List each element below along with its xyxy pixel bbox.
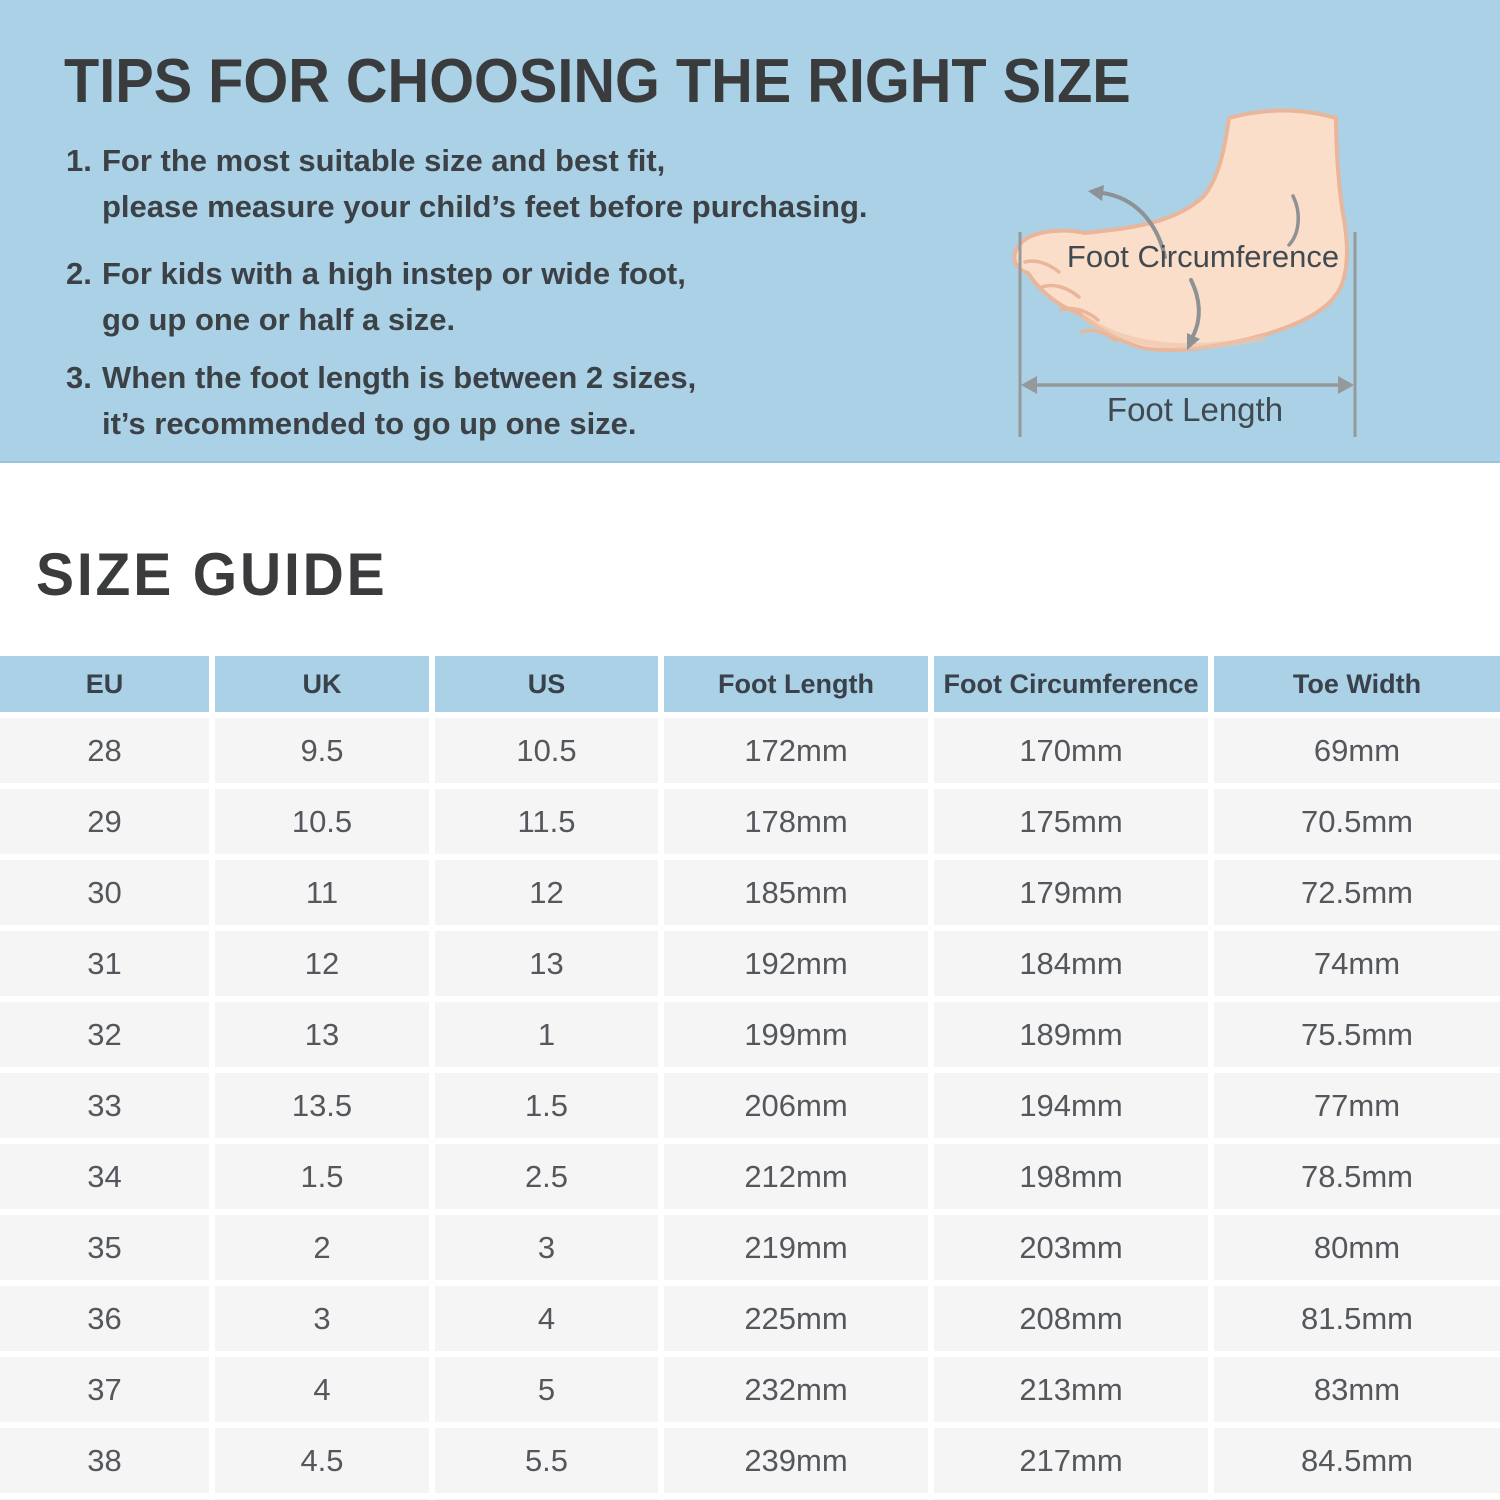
- column-header-eu: EU: [0, 656, 209, 712]
- tip-item-2: [66, 251, 686, 343]
- table-cell: 70.5mm: [1214, 789, 1500, 854]
- table-cell: 35: [0, 1215, 209, 1280]
- table-cell: 75.5mm: [1214, 1002, 1500, 1067]
- foot-length-label: Foot Length: [1106, 391, 1284, 428]
- table-cell: 232mm: [664, 1357, 928, 1422]
- table-cell: 198mm: [934, 1144, 1208, 1209]
- tip-number: 3.: [66, 360, 92, 395]
- table-cell: 5.5: [435, 1428, 658, 1493]
- tip-line: go up one or half a size.: [102, 302, 456, 337]
- table-cell: 1.5: [435, 1073, 658, 1138]
- tip-number: 2.: [66, 256, 92, 291]
- table-cell: 3: [215, 1286, 429, 1351]
- column-header-foot-length: Foot Length: [664, 656, 928, 712]
- table-cell: 83mm: [1214, 1357, 1500, 1422]
- table-cell: 1: [435, 1002, 658, 1067]
- column-header-toe-width: Toe Width: [1214, 656, 1500, 712]
- table-cell: 74mm: [1214, 931, 1500, 996]
- column-header-uk: UK: [215, 656, 429, 712]
- table-cell: 10.5: [215, 789, 429, 854]
- table-cell: 203mm: [934, 1215, 1208, 1280]
- table-cell: 12: [215, 931, 429, 996]
- table-cell: 32: [0, 1002, 209, 1067]
- column-header-foot-circumference: Foot Circumference: [934, 656, 1208, 712]
- table-cell: 12: [435, 860, 658, 925]
- table-cell: 80mm: [1214, 1215, 1500, 1280]
- tips-section: [0, 0, 1500, 463]
- table-cell: 30: [0, 860, 209, 925]
- table-cell: 2.5: [435, 1144, 658, 1209]
- tips-title: TIPS FOR CHOOSING THE RIGHT SIZE: [64, 47, 1131, 116]
- table-cell: 29: [0, 789, 209, 854]
- table-cell: 69mm: [1214, 718, 1500, 783]
- table-cell: 9.5: [215, 718, 429, 783]
- table-cell: 4: [215, 1357, 429, 1422]
- table-cell: 239mm: [664, 1428, 928, 1493]
- table-cell: 5: [435, 1357, 658, 1422]
- table-cell: 4: [435, 1286, 658, 1351]
- table-cell: 213mm: [934, 1357, 1208, 1422]
- tip-item-1: [66, 138, 868, 230]
- table-cell: 212mm: [664, 1144, 928, 1209]
- tip-number: 1.: [66, 143, 92, 178]
- tip-item-3: [66, 355, 696, 447]
- tip-line: it’s recommended to go up one size.: [102, 406, 637, 441]
- table-cell: 72.5mm: [1214, 860, 1500, 925]
- size-table: [0, 656, 1500, 1500]
- table-cell: 184mm: [934, 931, 1208, 996]
- table-cell: 4.5: [215, 1428, 429, 1493]
- table-cell: 37: [0, 1357, 209, 1422]
- table-cell: 11: [215, 860, 429, 925]
- column-header-us: US: [435, 656, 658, 712]
- table-cell: 192mm: [664, 931, 928, 996]
- tip-line: When the foot length is between 2 sizes,: [102, 360, 697, 395]
- table-cell: 2: [215, 1215, 429, 1280]
- table-cell: 78.5mm: [1214, 1144, 1500, 1209]
- table-cell: 185mm: [664, 860, 928, 925]
- table-cell: 175mm: [934, 789, 1208, 854]
- table-cell: 81.5mm: [1214, 1286, 1500, 1351]
- tip-line: For the most suitable size and best fit,: [102, 143, 666, 178]
- table-cell: 38: [0, 1428, 209, 1493]
- table-cell: 179mm: [934, 860, 1208, 925]
- table-cell: 13.5: [215, 1073, 429, 1138]
- table-cell: 199mm: [664, 1002, 928, 1067]
- table-cell: 11.5: [435, 789, 658, 854]
- table-cell: 36: [0, 1286, 209, 1351]
- table-cell: 206mm: [664, 1073, 928, 1138]
- table-cell: 77mm: [1214, 1073, 1500, 1138]
- table-cell: 178mm: [664, 789, 928, 854]
- table-cell: 170mm: [934, 718, 1208, 783]
- tip-line: please measure your child’s feet before purchasing.: [102, 189, 868, 224]
- tip-line: For kids with a high instep or wide foot,: [102, 256, 686, 291]
- table-cell: 1.5: [215, 1144, 429, 1209]
- foot-measurement-figure: [985, 92, 1395, 457]
- table-cell: 31: [0, 931, 209, 996]
- table-cell: 194mm: [934, 1073, 1208, 1138]
- foot-circumference-label: Foot Circumference: [1066, 239, 1340, 274]
- table-cell: 28: [0, 718, 209, 783]
- table-cell: 10.5: [435, 718, 658, 783]
- table-cell: 219mm: [664, 1215, 928, 1280]
- table-cell: 217mm: [934, 1428, 1208, 1493]
- table-cell: 3: [435, 1215, 658, 1280]
- table-cell: 34: [0, 1144, 209, 1209]
- table-cell: 189mm: [934, 1002, 1208, 1067]
- table-cell: 84.5mm: [1214, 1428, 1500, 1493]
- table-cell: 225mm: [664, 1286, 928, 1351]
- table-cell: 13: [215, 1002, 429, 1067]
- table-cell: 208mm: [934, 1286, 1208, 1351]
- table-cell: 33: [0, 1073, 209, 1138]
- table-cell: 13: [435, 931, 658, 996]
- table-cell: 172mm: [664, 718, 928, 783]
- size-guide-title: SIZE GUIDE: [36, 541, 388, 608]
